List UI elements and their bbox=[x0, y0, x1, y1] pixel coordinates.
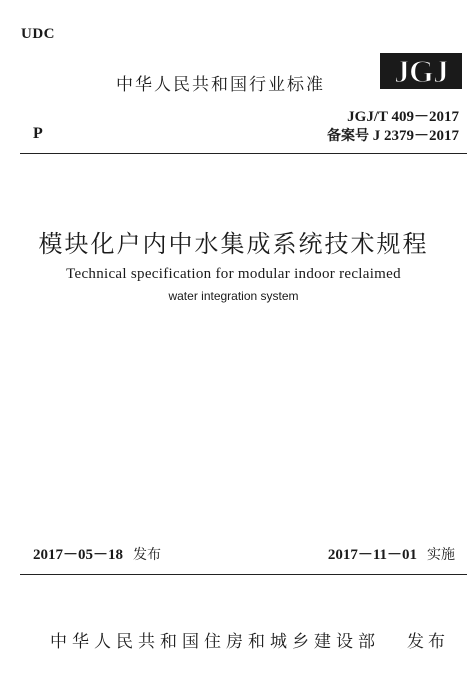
standard-number: JGJ/T 409－2017 bbox=[347, 109, 459, 125]
publisher-name: 中华人民共和国住房和城乡建设部 bbox=[50, 632, 380, 652]
issue-date-line bbox=[33, 543, 161, 564]
implementation-date-line bbox=[328, 543, 455, 564]
issue-label: 发布 bbox=[133, 547, 162, 563]
udc-label: UDC bbox=[21, 26, 55, 42]
publish-label: 发布 bbox=[407, 632, 449, 652]
record-number: J 2379－2017 bbox=[368, 128, 459, 144]
top-divider bbox=[20, 153, 467, 154]
record-label: 备案号 bbox=[326, 128, 369, 144]
title-chinese: 模块化户内中水集成系统技术规程 bbox=[38, 230, 429, 258]
bottom-divider bbox=[20, 574, 467, 575]
implementation-label: 实施 bbox=[427, 547, 455, 563]
classification-code: P bbox=[33, 125, 43, 142]
standard-series-title: 中华人民共和国行业标准 bbox=[116, 75, 325, 95]
title-english-line1: Technical specification for modular indoor reclaimed bbox=[66, 266, 401, 282]
issue-date: 2017－05－18 bbox=[33, 547, 124, 563]
jgj-logo bbox=[380, 53, 462, 89]
jgj-logo-text: JGJ bbox=[394, 53, 448, 89]
record-number-line bbox=[327, 124, 459, 145]
implementation-date: 2017－11－01 bbox=[327, 547, 417, 563]
title-english-line2: water integration system bbox=[168, 289, 299, 303]
